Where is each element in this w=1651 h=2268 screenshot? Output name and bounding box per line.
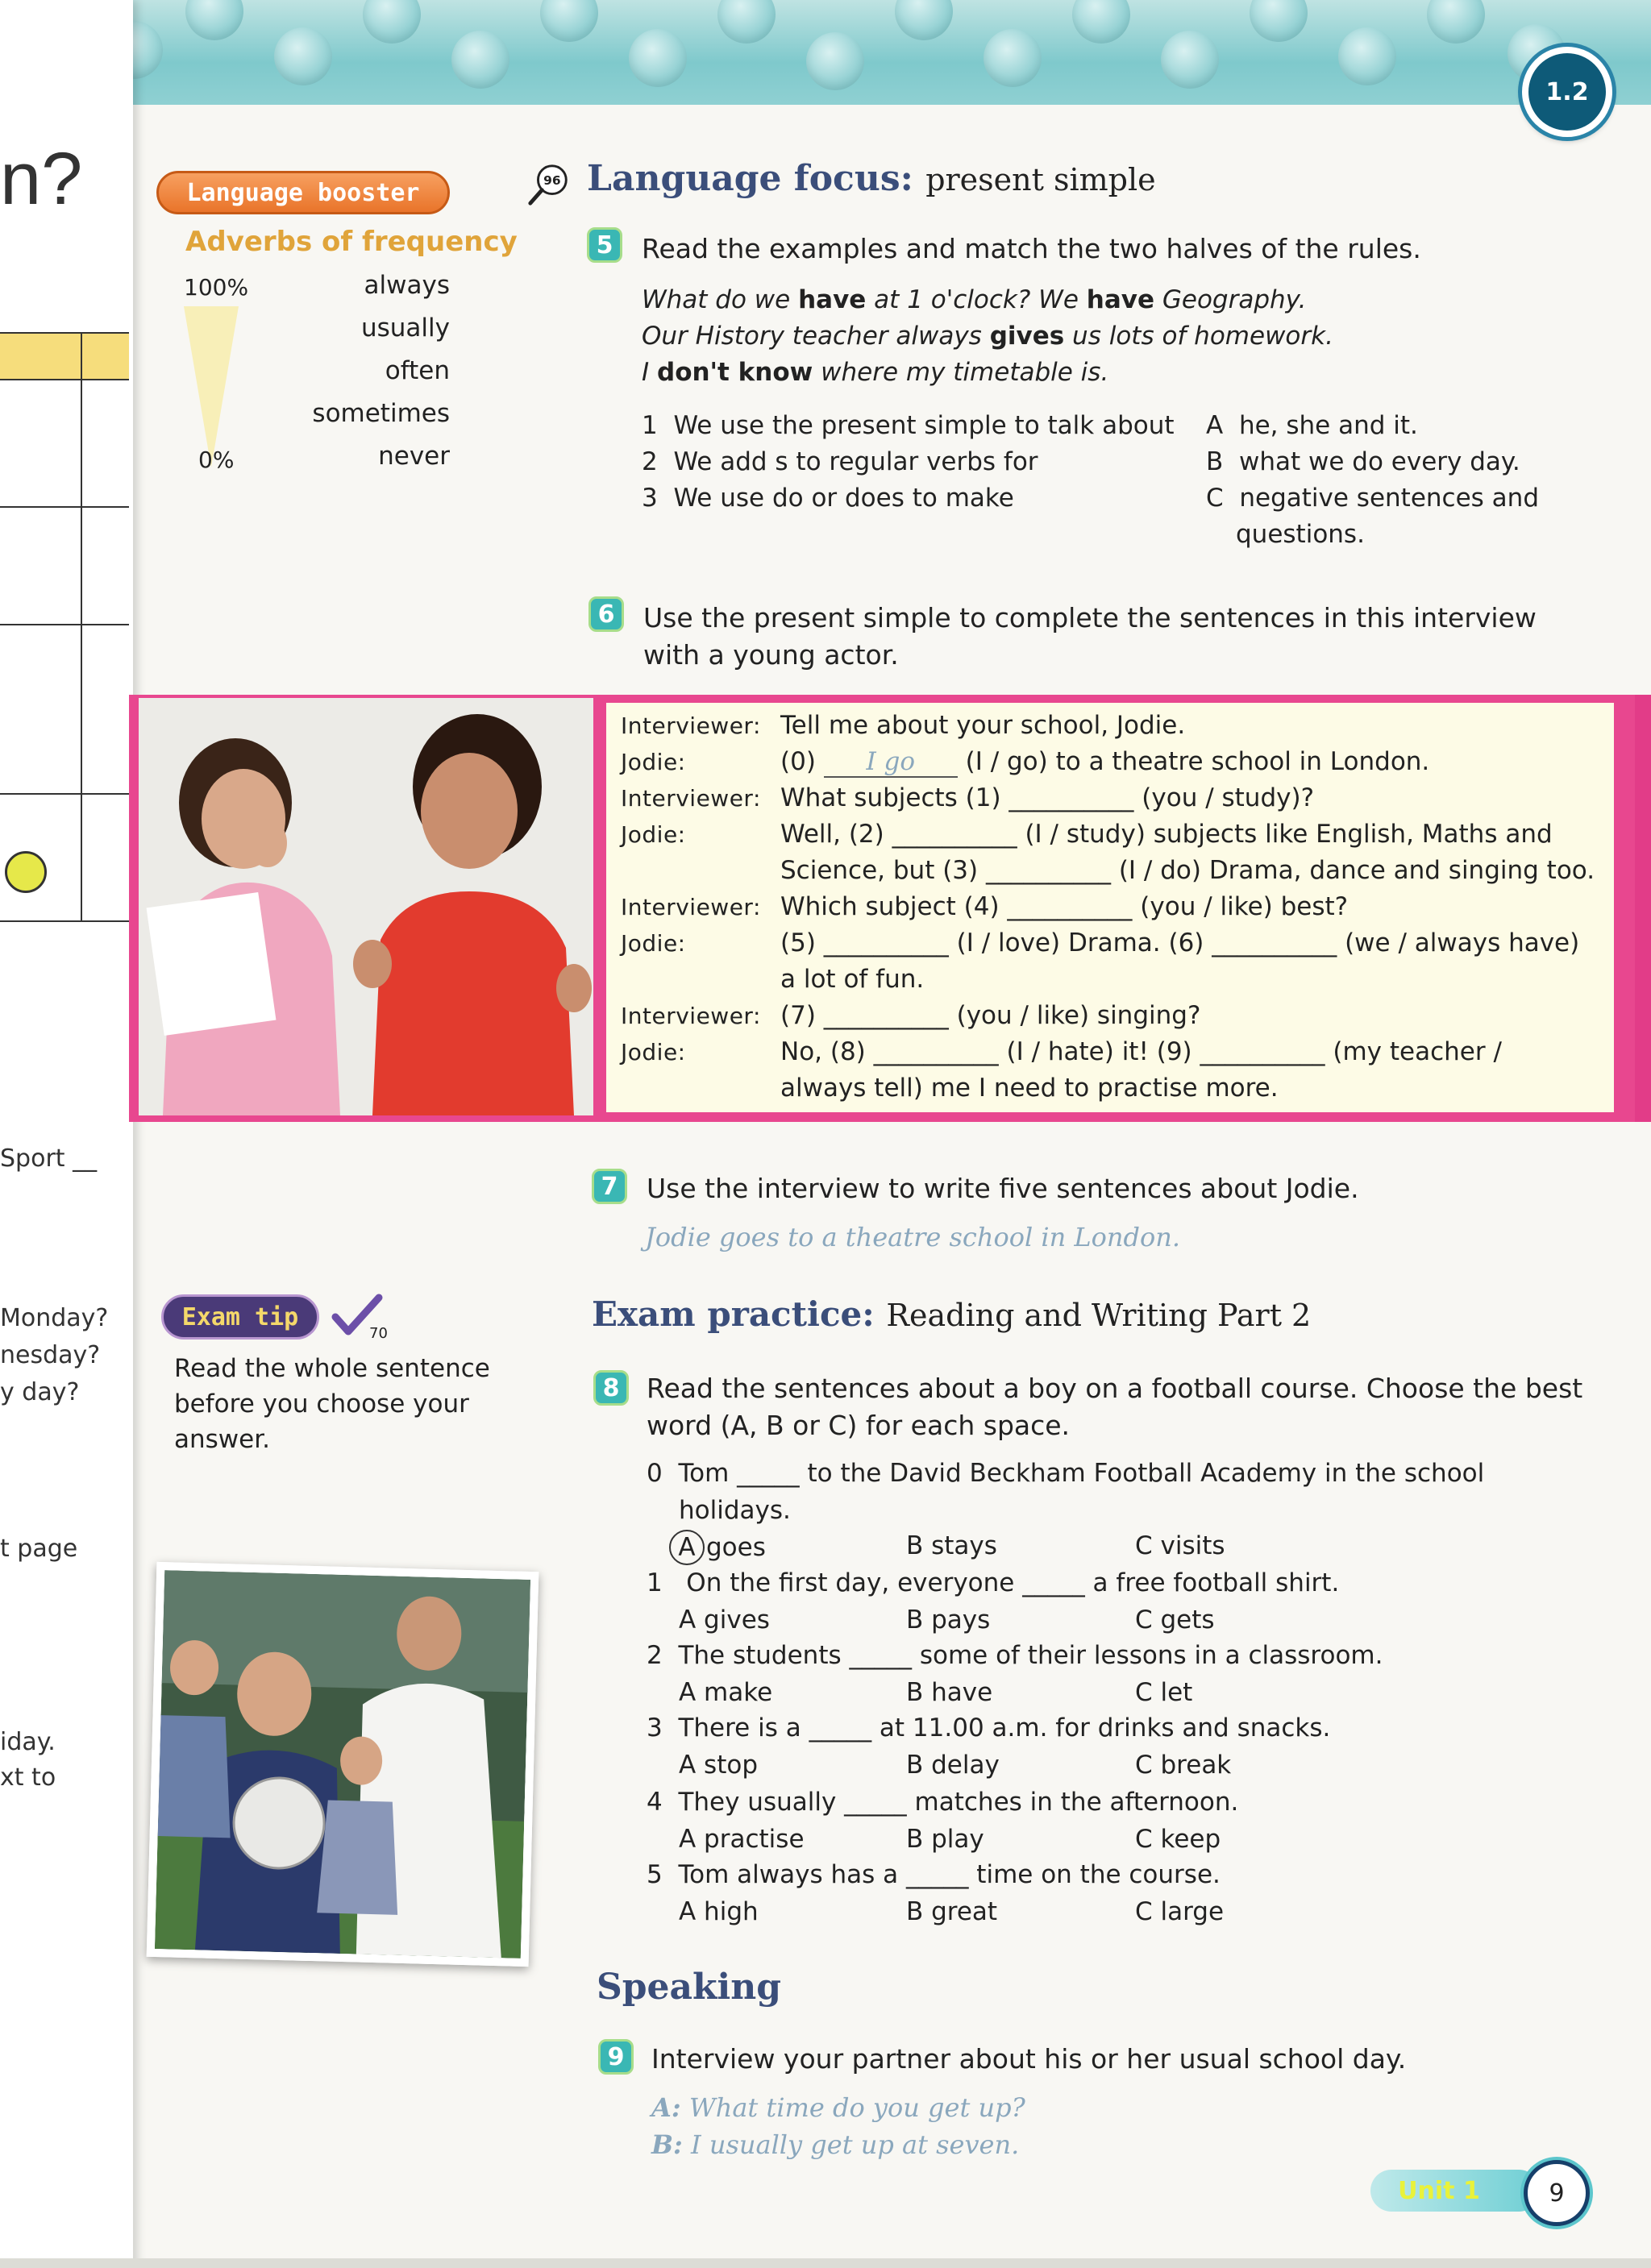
left-text-fragment: iday. [0,1728,56,1756]
header-band [121,0,1651,105]
speaker-label: Interviewer: [621,1003,761,1029]
answer-option-selected: A goes [669,1530,766,1565]
example-sentence: Our History teacher always gives us lots of homework. [642,322,1333,351]
adverb: usually [360,314,450,343]
adverb: never [378,442,450,471]
exercise-7-instruction: Use the interview to write five sentences about Jodie. [647,1173,1359,1204]
handwritten-example: Jodie goes to a theatre school in London. [645,1222,1181,1252]
adverb: sometimes [312,399,450,428]
interview-line: (5) __________ (I / love) Drama. (6) __________ (we / always have) [780,928,1580,957]
decor-bubble [185,0,243,40]
interview-line: Which subject (4) __________ (you / like) best? [780,892,1349,921]
left-table-fragment [0,332,129,920]
section-badge: 1.2 [1522,47,1612,137]
answer-option: A gives [679,1605,770,1635]
decor-bubble [540,0,598,42]
rule-right: B what we do every day. [1206,447,1520,476]
question-item: 2 The students _____ some of their lessons in a classroom. [647,1641,1383,1670]
rule-left: 3 We use do or does to make [642,484,1014,513]
circled-answer: A [669,1530,705,1565]
decor-bubble [1427,0,1485,44]
decor-bubble [1338,27,1396,85]
language-focus-title: Language focus: [587,158,913,199]
speaker-label: Jodie: [621,749,686,775]
exercise-5-instruction: Read the examples and match the two halves of the rules. [642,233,1421,264]
table-line [0,793,129,795]
example-sentence: I don't know where my timetable is. [642,358,1109,387]
rule-left: 1 We use the present simple to talk about [642,411,1175,440]
speaker-label: Interviewer: [621,712,761,739]
answer-option: C large [1135,1897,1225,1926]
question-item: 0 Tom _____ to the David Beckham Football Academy in the school [647,1459,1485,1488]
interview-line: No, (8) __________ (I / hate) it! (9) __________ (my teacher / [780,1037,1502,1066]
adverb: often [385,356,450,385]
interview-line: a lot of fun. [780,965,925,994]
left-text-fragment: Monday? [0,1304,109,1332]
speaker-label: Jodie: [621,1039,686,1065]
question-item: 4 They usually _____ matches in the afternoon. [647,1788,1239,1817]
speaker-label: Jodie: [621,930,686,957]
football-photo-illustration [155,1570,530,1959]
dialogue-line: A: What time do you get up? [651,2092,1025,2123]
answer-option: B delay [906,1751,1000,1780]
language-focus-heading [587,158,1156,199]
decor-bubble [451,31,509,89]
magnifier-icon [526,161,572,208]
frequency-scale [184,306,239,467]
exam-practice-heading [592,1294,1311,1334]
adverb: always [364,271,450,300]
decor-bubble [984,29,1042,87]
answer-option: B play [906,1825,984,1854]
interview-line: Tell me about your school, Jodie. [780,711,1186,740]
question-item: holidays. [679,1496,791,1525]
exercise-8-instruction: Read the sentences about a boy on a football course. Choose the best word (A, B or C) for each space. [647,1373,1583,1441]
question-item: 3 There is a _____ at 11.00 a.m. for drinks and snacks. [647,1713,1331,1743]
left-text-fragment: y day? [0,1378,80,1406]
left-text-fragment: t page [0,1535,78,1563]
rule-right: A he, she and it. [1206,411,1418,440]
language-booster-title: Adverbs of frequency [185,226,518,258]
unit-label: Unit 1 [1370,2170,1540,2212]
speaker-label: Interviewer: [621,785,761,812]
interview-line: Science, but (3) __________ (I / do) Drama, dance and singing too. [780,856,1595,885]
exercise-number: 7 [592,1169,627,1204]
example-sentence: What do we have at 1 o'clock? We have Geography. [642,285,1307,314]
decor-bubble [1250,0,1308,42]
language-booster-label: Language booster [156,171,450,214]
exercise-number: 8 [593,1370,629,1406]
exercise-9-instruction: Interview your partner about his or her usual school day. [651,2043,1407,2075]
decor-bubble [274,27,332,85]
decor-bubble [717,0,776,44]
exercise-number: 6 [588,596,624,632]
left-text-fragment: Sport __ [0,1144,98,1173]
girls-photo-illustration [139,698,593,1115]
dialogue-line: B: I usually get up at seven. [651,2129,1020,2160]
table-line [0,624,129,625]
answer-option: A make [679,1678,773,1707]
interview-line: (7) __________ (you / like) singing? [780,1001,1201,1030]
answer-option: A high [679,1897,759,1926]
answer-option: C keep [1135,1825,1221,1854]
exam-tip-label: Exam tip [161,1294,319,1340]
tennis-ball-icon [5,851,47,893]
frequency-bottom-pct: 0% [198,447,235,473]
speaker-label: Jodie: [621,821,686,848]
left-table-header [0,334,129,380]
answer-option: C gets [1135,1605,1215,1635]
answer-option: C break [1135,1751,1232,1780]
handwritten-answer: I go [866,747,916,776]
table-line [0,506,129,508]
photo-football-academy [147,1562,539,1967]
table-line [0,920,129,922]
table-line [81,334,82,922]
interview-line: (0) I go (I / go) to a theatre school in London. [780,747,1430,776]
answer-option: A stop [679,1751,759,1780]
interview-line: Well, (2) __________ (I / study) subjects like English, Maths and [780,820,1553,849]
question-item: 1 On the first day, everyone _____ a free football shirt. [647,1568,1340,1597]
exercise-number: 5 [587,227,622,263]
speaking-heading: Speaking [597,1967,782,2008]
answer-option: C let [1135,1678,1193,1707]
answer-option: A practise [679,1825,805,1854]
exercise-number: 9 [598,2039,634,2075]
frequency-top-pct: 100% [184,274,249,301]
left-title-fragment: n? [0,138,83,220]
interview-line: What subjects (1) __________ (you / study)? [780,783,1315,812]
decor-bubble [629,29,687,87]
rule-right: C negative sentences and [1206,484,1539,513]
decor-bubble [363,0,421,44]
left-text-fragment: xt to [0,1763,56,1792]
exam-tip-ref: 70 [369,1325,388,1341]
answer-option: B pays [906,1605,991,1635]
interview-line: always tell) me I need to practise more. [780,1074,1279,1103]
band-edge [1635,695,1651,1122]
answer-option: B great [906,1897,998,1926]
page-number: 9 [1524,2160,1590,2226]
decor-bubble [806,32,864,90]
left-page-fragment [0,0,133,2268]
answer-option: C visits [1135,1531,1225,1560]
decor-bubble [1072,0,1130,44]
checkmark-icon [331,1293,389,1341]
decor-bubble [895,0,953,40]
question-item: 5 Tom always has a _____ time on the course. [647,1860,1221,1889]
decor-bubble [1161,31,1219,89]
rule-right: questions. [1236,520,1365,549]
rule-left: 2 We add s to regular verbs for [642,447,1038,476]
photo-two-girls [139,698,593,1115]
language-focus-subtitle: present simple [925,162,1156,197]
grammar-ref-number: 96 [543,173,561,188]
answer-option: B stays [906,1531,997,1560]
answer-option: B have [906,1678,993,1707]
page-edge [0,2258,1651,2268]
speaker-label: Interviewer: [621,894,761,920]
exam-practice-subtitle: Reading and Writing Part 2 [886,1298,1312,1333]
exam-tip-text: Read the whole sentence before you choose your answer. [174,1354,490,1454]
exercise-6-instruction: Use the present simple to complete the sentences in this interview with a young actor. [643,602,1537,671]
left-text-fragment: nesday? [0,1341,101,1369]
exam-practice-title: Exam practice: [592,1294,875,1334]
